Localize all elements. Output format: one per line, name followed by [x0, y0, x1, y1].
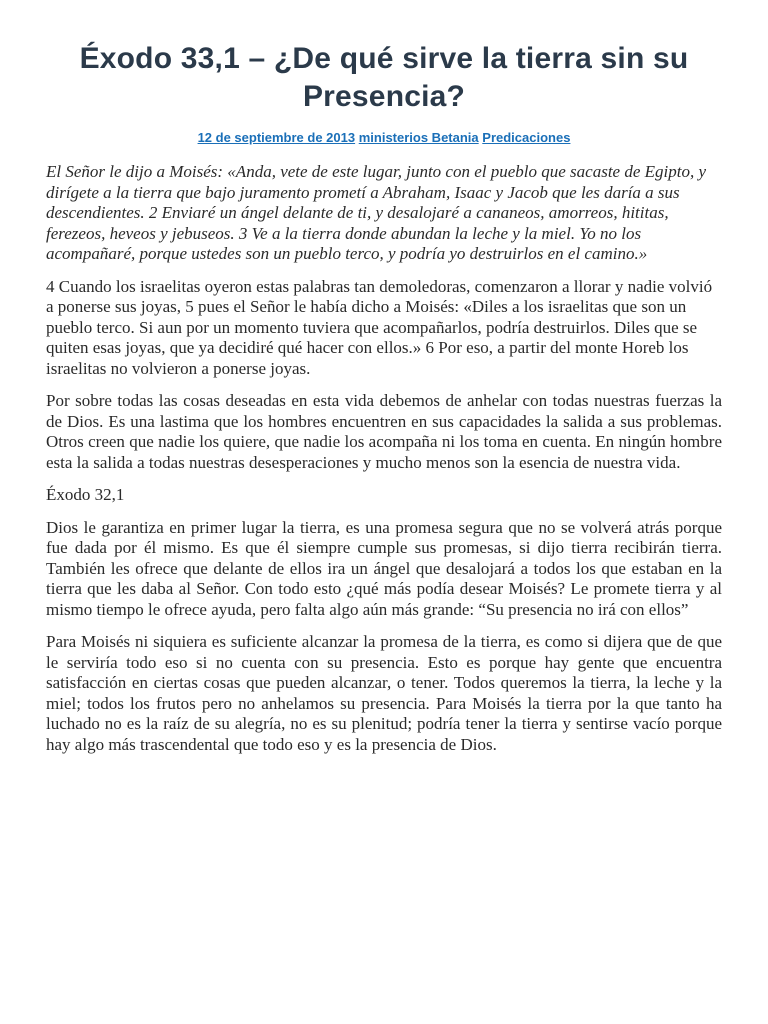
post-date-link[interactable]: 12 de septiembre de 2013 [197, 130, 356, 145]
body-paragraph: Por sobre todas las cosas deseadas en esta vida debemos de anhelar con todas nuestras fuerzas la de Dios. Es una lastima que los hombres encuentren en sus capacidades la salida a sus problemas. Otros creen que nadie los quiere, que nadie los acompaña ni los toma en cuenta. En ningún hombre esta la salida a todas nuestras desesperaciones y mucho menos son la esencia de nuestra vida. [46, 391, 722, 472]
post-meta [46, 130, 722, 146]
scripture-reference: Éxodo 32,1 [46, 485, 125, 504]
post-author-link[interactable]: ministerios Betania [358, 130, 479, 145]
page-title: Éxodo 33,1 – ¿De qué sirve la tierra sin su Presencia? [79, 42, 689, 113]
scripture-quote: El Señor le dijo a Moisés: «Anda, vete de este lugar, junto con el pueblo que sacaste de Egipto, y dirígete a la tierra que bajo juramento prometí a Abraham, Isaac y Jacob que les daría a sus descendientes. 2 Enviaré un ángel delante de ti, y desalojaré a cananeos, amorreos, hititas, ferezeos, heveos y jebuseos. 3 Ve a la tierra donde abundan la leche y la miel. Yo no los acompañaré, porque ustedes son un pueblo terco, y podría yo destruirlos en el camino.» [46, 162, 707, 263]
scripture-paragraph: 4 Cuando los israelitas oyeron estas palabras tan demoledoras, comenzaron a llorar y nadie volvió a ponerse sus joyas, 5 pues el Señor le había dicho a Moisés: «Diles a los israelitas que son un pueblo terco. Si aun por un momento tuviera que acompañarlos, podría destruirlos. Diles que se quiten esas joyas, que ya decidiré qué hacer con ellos.» 6 Por eso, a partir del monte Horeb los israelitas no volvieron a ponerse joyas. [46, 276, 713, 378]
body-paragraph: Dios le garantiza en primer lugar la tierra, es una promesa segura que no se volverá atrás porque fue dada por él mismo. Es que él siempre cumple sus promesas, si dijo tierra recibirán tierra. También les ofrece que delante de ellos ira un ángel que desalojará a todos los que estaban en la tierra que les daba al Señor. Con todo esto ¿qué más podía desear Moisés? Le promete tierra y al mismo tiempo le ofrece ayuda, pero falta algo aún más grande: “Su presencia no irá con ellos” [46, 517, 722, 619]
article-body [46, 162, 722, 755]
article [46, 40, 722, 767]
post-category-link[interactable]: Predicaciones [482, 130, 571, 145]
body-paragraph: Para Moisés ni siquiera es suficiente alcanzar la promesa de la tierra, es como si dijera que de que le serviría todo eso si no cuenta con su presencia. Esto es porque hay gente que encuentra satisfacción en ciertas cosas que pueden alcanzar, o tener. Todos queremos la tierra, la leche y la miel; todos los frutos pero no anhelamos su presencia. Para Moisés la tierra por la que tanto ha luchado no es la raíz de su alegría, no es su plenitud; podría tener la tierra y sentirse vacío porque hay algo más trascendental que todo eso y es la presencia de Dios. [46, 632, 722, 754]
